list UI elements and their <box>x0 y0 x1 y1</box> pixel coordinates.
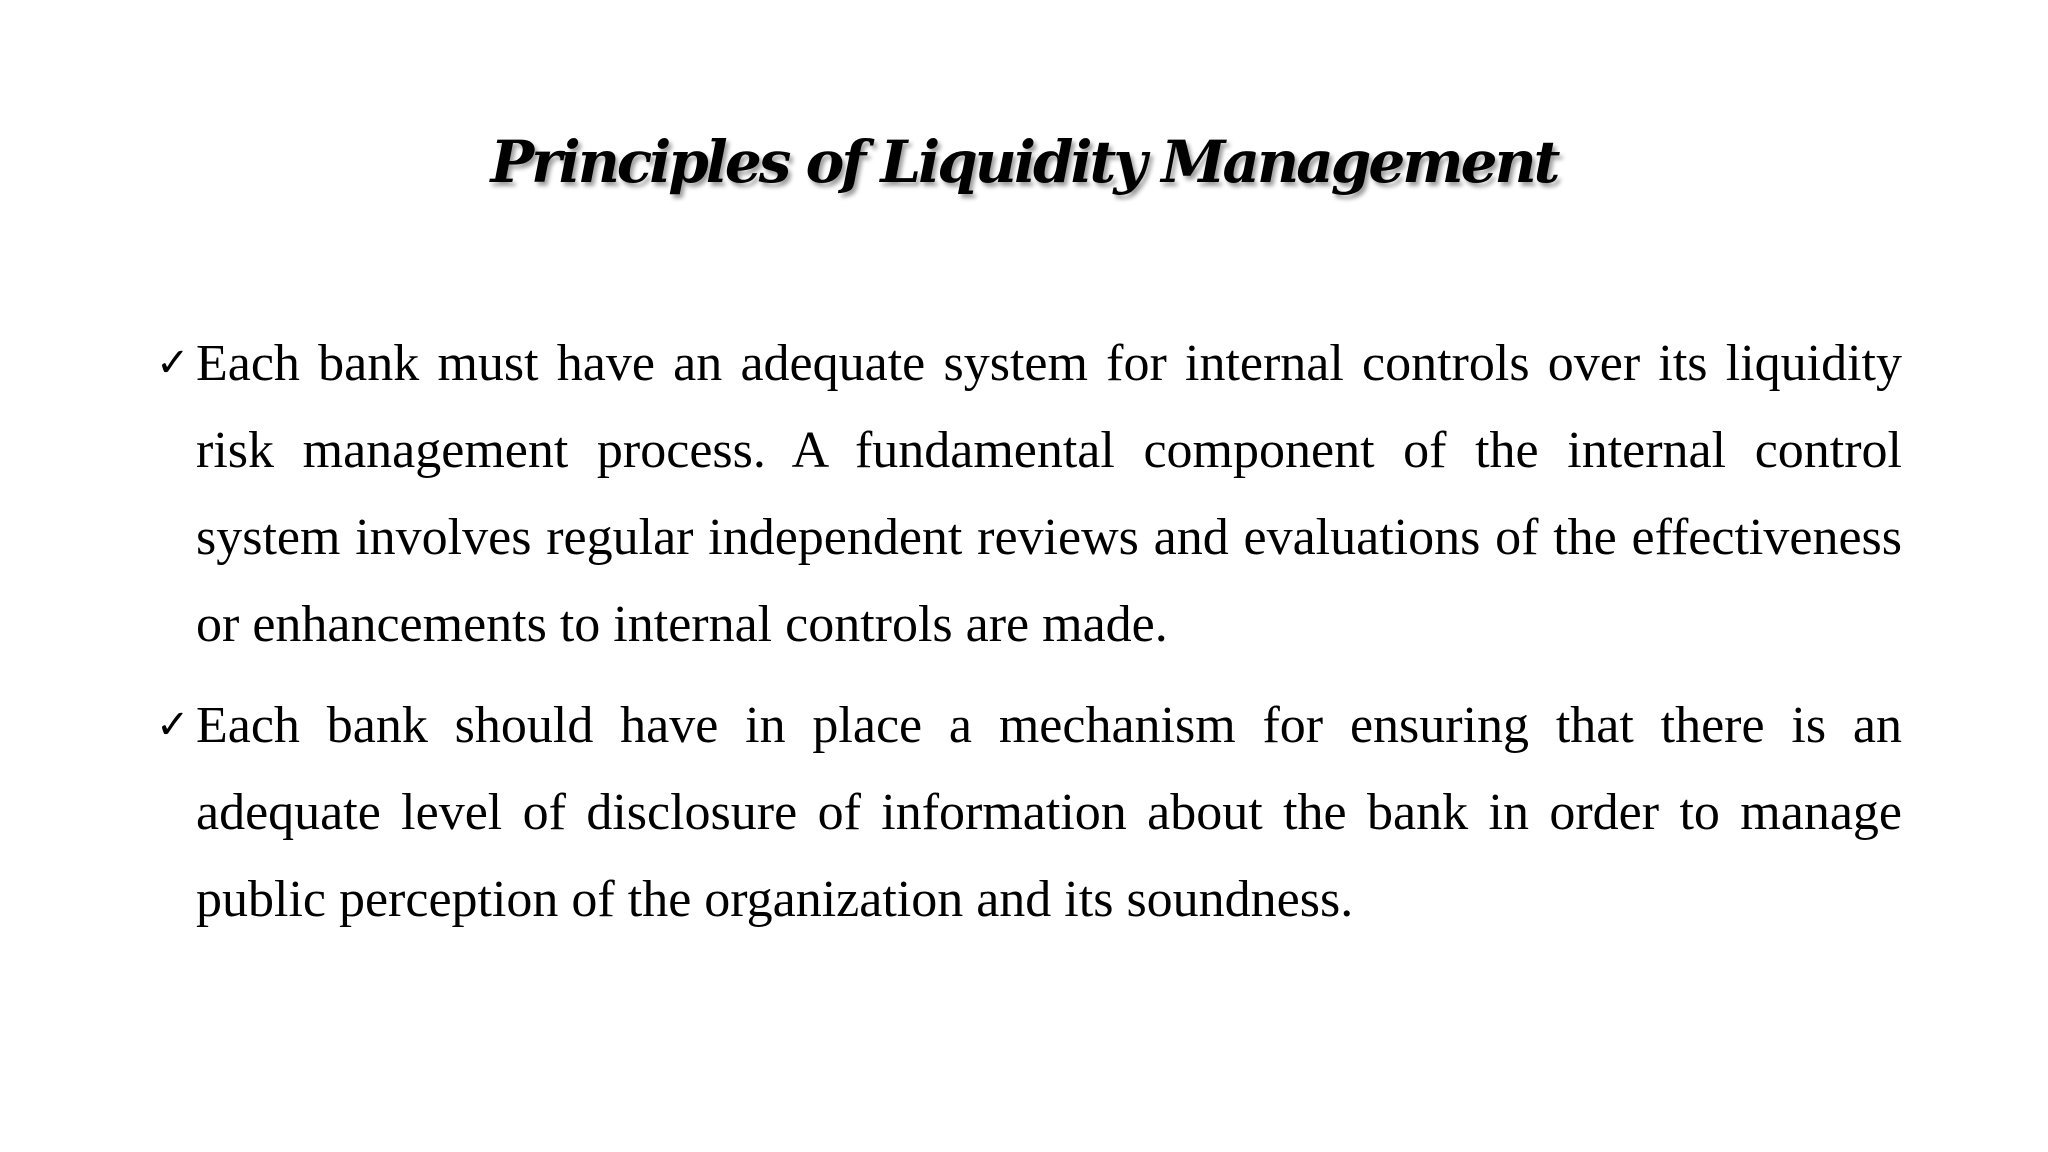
bullet-list <box>156 320 1902 957</box>
bullet-text: Each bank must have an adequate system for internal controls over its liquidity risk management process. A fundamental component of the internal control system involves regular independent reviews and evaluations of the effectiveness or enhancements to internal controls are made. <box>196 335 1902 653</box>
bullet-item <box>156 682 1902 943</box>
bullet-item <box>156 320 1902 668</box>
bullet-text: Each bank should have in place a mechanism for ensuring that there is an adequate level of disclosure of information about the bank in order to manage public perception of the organization and its soundness. <box>196 697 1902 928</box>
checkmark-icon: ✓ <box>156 340 190 386</box>
checkmark-icon: ✓ <box>156 702 190 748</box>
slide-title: Principles of Liquidity Management <box>490 128 1558 196</box>
